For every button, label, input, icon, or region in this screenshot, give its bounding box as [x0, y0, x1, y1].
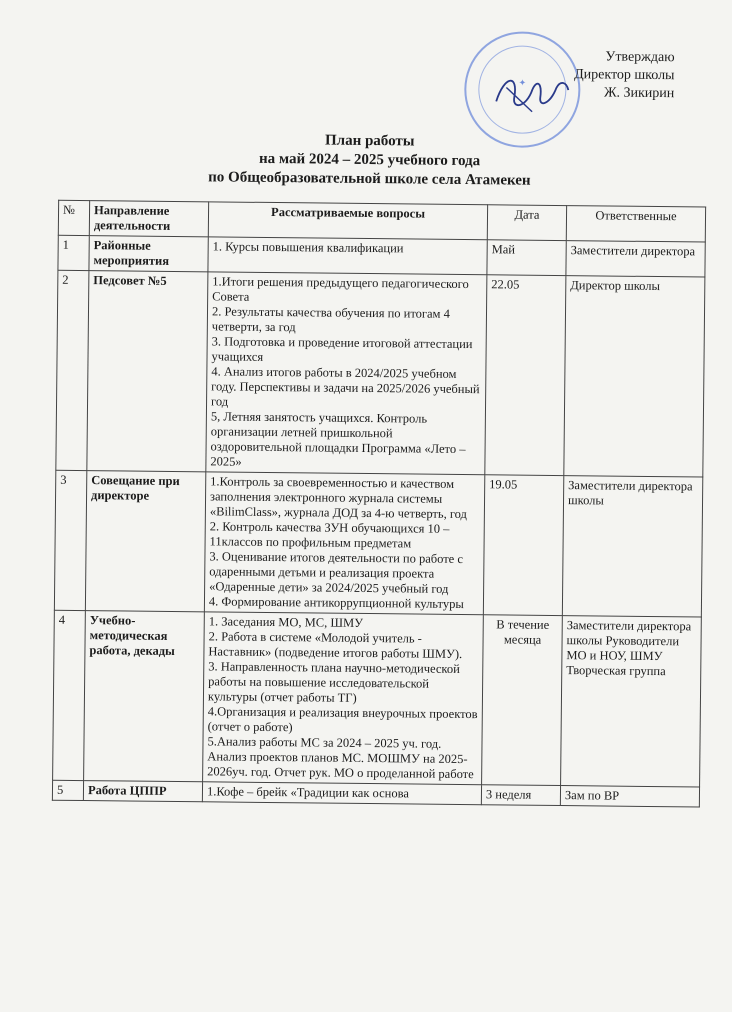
- approval-block: [574, 48, 675, 103]
- row-direction: Педсовет №5: [87, 271, 208, 472]
- row-responsible: Заместители директора: [566, 241, 705, 277]
- row-questions: [204, 472, 484, 615]
- question-item: 5.Анализ работы МС за 2024 – 2025 уч. год. Анализ проектов планов МС. МОШМУ на 2025-2026уч. год. Отчет рук. МО о проделанной работе: [207, 734, 474, 782]
- question-item: 4. Формирование антикоррупционной культуры: [208, 594, 464, 612]
- row-questions: [202, 782, 481, 805]
- title-line-1: План работы: [324, 132, 415, 150]
- question-item: 3. Подготовка и проведение итоговой аттестации учащихся: [211, 334, 473, 364]
- row-num: 5: [52, 780, 83, 800]
- question-item: 1.Итоги решения предыдущего педагогического Совета: [212, 274, 469, 304]
- question-item: 2. Работа в системе «Молодой учитель - Наставник» (подведение итогов работы ШМУ).: [208, 629, 463, 662]
- row-responsible: Заместители директора школы Руководители МО и НОУ, ШМУ Творческая группа: [561, 616, 702, 787]
- header-responsible: Ответственные: [566, 206, 705, 242]
- row-num: 4: [53, 610, 86, 780]
- title-line-2: на май 2024 – 2025 учебного года: [258, 150, 481, 170]
- plan-table: [52, 200, 706, 808]
- question-item: 2. Результаты качества обучения по итогам 4 четверти, за год: [211, 304, 450, 335]
- row-date: В течение месяца: [482, 615, 563, 786]
- question-item: 1. Заседания МО, МС, ШМУ: [208, 614, 364, 630]
- row-num: 3: [54, 470, 86, 610]
- row-num: 1: [58, 235, 89, 270]
- row-date: 3 неделя: [481, 785, 560, 806]
- row-questions: [208, 237, 487, 275]
- question-item: 4.Организация и реализация внеурочных проектов (отчет о работе): [207, 704, 478, 735]
- table-row: [53, 610, 702, 787]
- question-item: 3. Направленность плана научно-методической работы на повышение исследовательской культуры (отчет работы ТГ): [207, 659, 460, 705]
- header-direction: Направление деятельности: [89, 201, 208, 237]
- approval-line-3: Ж. Зикирин: [603, 85, 675, 102]
- document-title: [3, 128, 732, 193]
- title-line-3: по Общеобразовательной школе села Атамекен: [208, 169, 531, 189]
- row-direction: Районные мероприятия: [89, 236, 208, 272]
- row-direction: Учебно-методическая работа, декады: [84, 611, 205, 782]
- director-signature: [492, 67, 573, 118]
- row-date: 19.05: [483, 475, 563, 616]
- header-date: Дата: [487, 205, 566, 241]
- question-item: 1.Контроль за своевременностью и качеством заполнения электронного журнала системы «BilimClass», журнала ДОД за 4-ю четверть, год: [209, 474, 468, 522]
- question-item: 3. Оценивание итогов деятельности по работе с одаренными детьми и реализация проекта «Одаренные дети» за 2024/2025 учебный год: [209, 549, 464, 596]
- table-row: [54, 470, 702, 617]
- question-item: 1.Кофе – брейк «Традиции как основа: [206, 784, 409, 801]
- row-responsible: Директор школы: [564, 276, 705, 477]
- question-item: 1. Курсы повышения квалификации: [212, 239, 404, 256]
- row-num: 2: [56, 270, 89, 470]
- table-row: [56, 270, 705, 477]
- row-date: Май: [487, 240, 566, 276]
- row-direction: Работа ЦППР: [83, 781, 202, 802]
- question-item: 5, Летняя занятость учащихся. Контроль организации летней пришкольной оздоровительной площадки Программа «Лето – 2025»: [210, 409, 466, 469]
- question-item: 4. Анализ итогов работы в 2024/2025 учебном году. Перспективы и задачи на 2025/2026 учебный год: [210, 364, 480, 409]
- row-date: 22.05: [485, 275, 566, 476]
- row-questions: [206, 272, 487, 475]
- question-item: 2. Контроль качества ЗУН обучающихся 10 – 11классов по профильным предметам: [209, 519, 450, 551]
- row-direction: Совещание при директоре: [85, 471, 205, 612]
- header-questions: Рассматриваемые вопросы: [208, 202, 487, 240]
- row-responsible: Заместители директора школы: [562, 476, 702, 617]
- stamp-emblem: ✦: [518, 77, 527, 88]
- approval-line-1: Утверждаю: [605, 49, 675, 66]
- row-responsible: Зам по ВР: [560, 786, 699, 807]
- row-questions: [203, 612, 484, 785]
- approval-line-2: Директор школы: [574, 67, 675, 84]
- header-num: №: [58, 200, 89, 235]
